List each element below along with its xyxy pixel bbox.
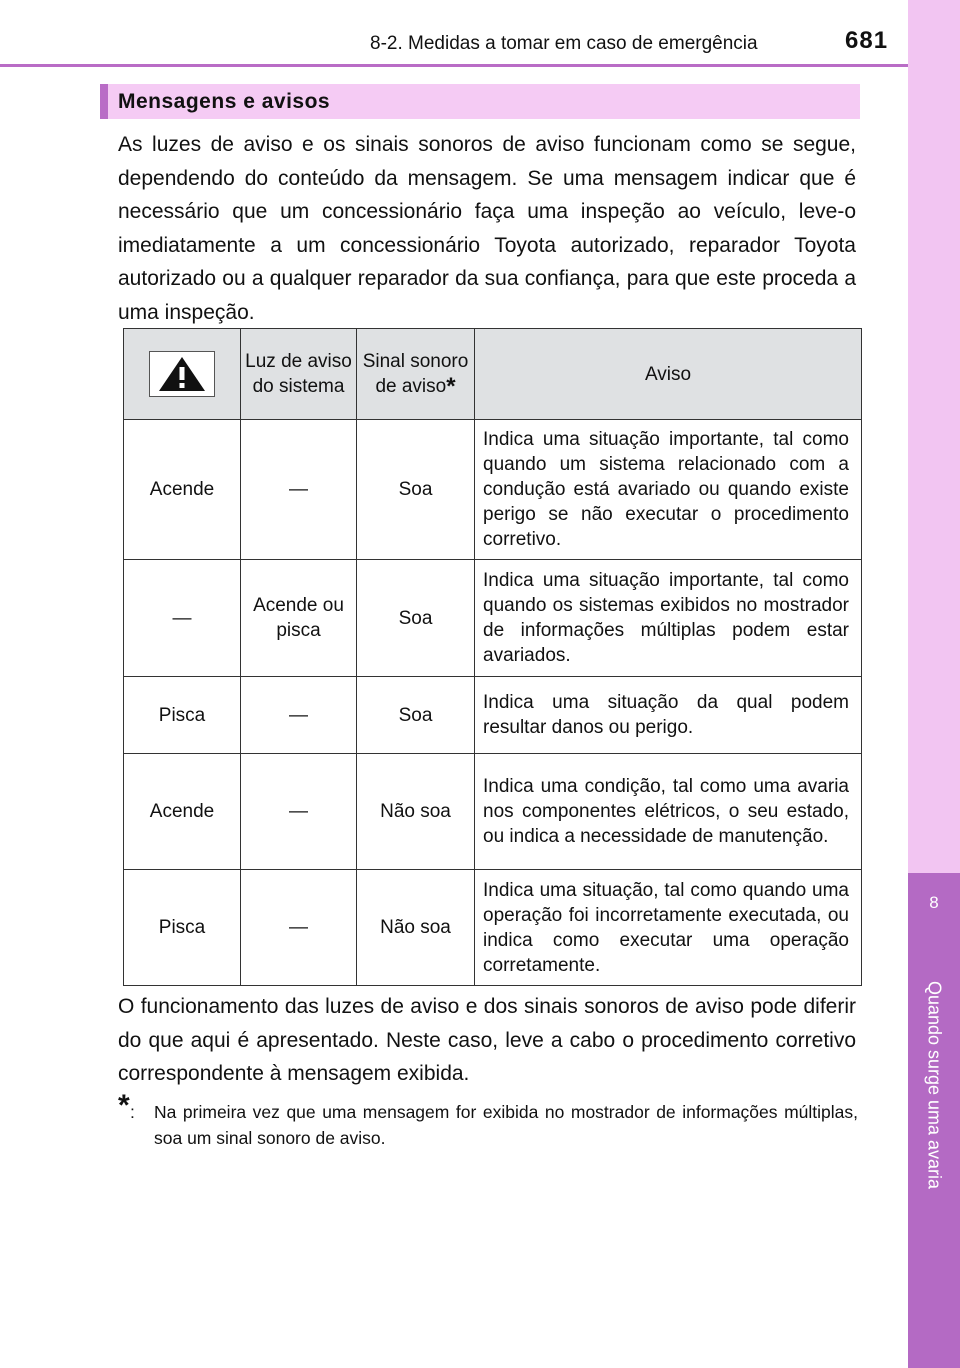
row-description: Indica uma condição, tal como uma avaria nos componentes elétricos, o seu estado, ou indica a necessidade de manutenção. <box>475 754 862 870</box>
footnote <box>118 1089 858 1151</box>
asterisk-mark: * <box>446 373 456 400</box>
row-light-state: Pisca <box>124 677 241 754</box>
section-heading-box <box>100 84 860 119</box>
row-light-state: Acende <box>124 754 241 870</box>
warning-table <box>123 328 862 986</box>
row-buzzer-state: Não soa <box>357 870 475 986</box>
row-description: Indica uma situação importante, tal como quando um sistema relacionado com a condução está avariado ou quando existe perigo se não executar o procedimento corretivo. <box>475 420 862 560</box>
header-divider <box>0 64 908 67</box>
row-description: Indica uma situação, tal como quando uma operação foi incorretamente executada, ou indica como executar uma operação corretamente. <box>475 870 862 986</box>
table-row <box>124 754 862 870</box>
footnote-colon: : <box>130 1102 135 1122</box>
section-heading: Mensagens e avisos <box>118 90 331 113</box>
row-light-state: Pisca <box>124 870 241 986</box>
row-buzzer-state: Soa <box>357 560 475 677</box>
row-buzzer-state: Soa <box>357 677 475 754</box>
page-number: 681 <box>845 27 889 54</box>
row-light-state: Acende <box>124 420 241 560</box>
header-buzzer <box>357 329 475 420</box>
chapter-number: 8 <box>929 893 939 912</box>
header-icon-cell <box>124 329 241 420</box>
row-description: Indica uma situação importante, tal como quando os sistemas exibidos no mostrador de informações múltiplas podem estar avariados. <box>475 560 862 677</box>
row-system-light-state: Acende ou pisca <box>241 560 357 677</box>
header-system-light: Luz de aviso do sistema <box>241 329 357 420</box>
footnote-mark: * <box>118 1089 130 1122</box>
intro-paragraph: As luzes de aviso e os sinais sonoros de aviso funcionam como se segue, dependendo do conteúdo da mensagem. Se uma mensagem indicar que é necessário que um concessionário faça uma inspeção ao veículo, leve-o imediatamente a um concessionário Toyota autorizado, reparador Toyota autorizado ou a qualquer reparador da sua confiança, para que este proceda a uma inspeção. <box>118 133 856 324</box>
table-row <box>124 420 862 560</box>
header-section-title: 8-2. Medidas a tomar em caso de emergência <box>370 33 758 54</box>
row-system-light-state: — <box>241 870 357 986</box>
row-system-light-state: — <box>241 420 357 560</box>
table-row <box>124 677 862 754</box>
header-warning: Aviso <box>475 329 862 420</box>
row-system-light-state: — <box>241 754 357 870</box>
table-row <box>124 560 862 677</box>
chapter-title: Quando surge uma avaria <box>924 980 945 1190</box>
warning-icon-frame <box>149 351 215 397</box>
warning-triangle-icon <box>157 355 207 393</box>
row-buzzer-state: Soa <box>357 420 475 560</box>
table-header-row <box>124 329 862 420</box>
header-buzzer-label: Sinal sonoro de aviso <box>362 351 469 397</box>
row-buzzer-state: Não soa <box>357 754 475 870</box>
row-description: Indica uma situação da qual podem resultar danos ou perigo. <box>475 677 862 754</box>
closing-paragraph: O funcionamento das luzes de aviso e dos sinais sonoros de aviso pode diferir do que aqui é apresentado. Neste caso, leve a cabo o procedimento corretivo correspondente à mensagem exibida. <box>118 995 856 1085</box>
row-light-state: — <box>124 560 241 677</box>
row-system-light-state: — <box>241 677 357 754</box>
table-row <box>124 870 862 986</box>
footnote-text: Na primeira vez que uma mensagem for exibida no mostrador de informações múltiplas, soa um sinal sonoro de aviso. <box>154 1102 858 1148</box>
